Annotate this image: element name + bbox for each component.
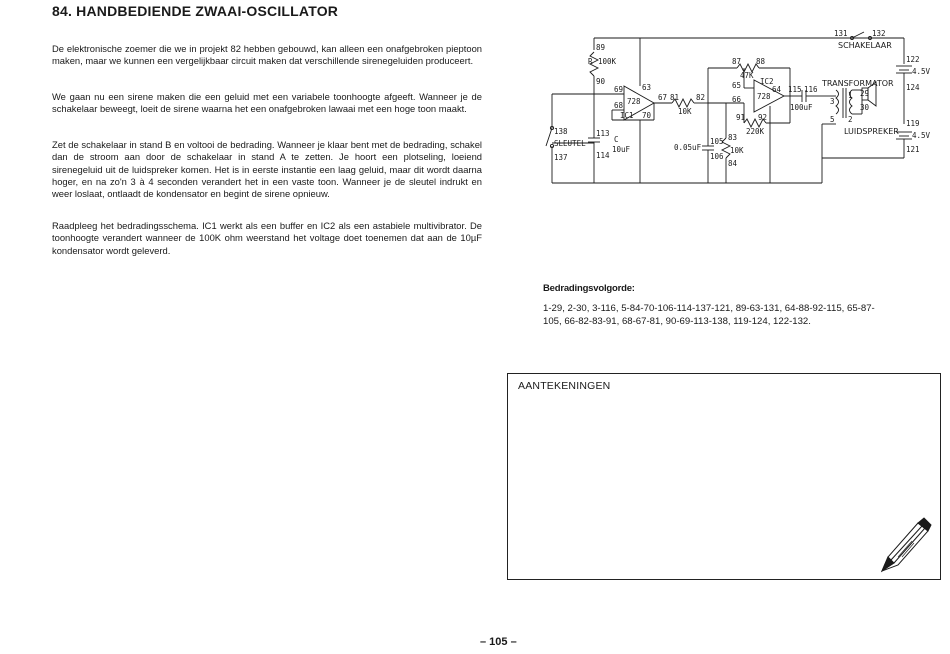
label-ic2: IC2 (760, 77, 774, 86)
label-121: 121 (906, 145, 920, 154)
label-67: 67 (658, 93, 668, 102)
key-switch (546, 128, 552, 146)
label-ic2-chip: 728 (757, 92, 771, 101)
label-115: 115 (788, 85, 802, 94)
label-10k-b: 10K (730, 146, 744, 155)
circuit-schematic (532, 28, 932, 188)
label-10k-a: 10K (678, 107, 692, 116)
wiring-order-sequence: 1-29, 2-30, 3-116, 5-84-70-106-114-137-121, 89-63-131, 64-88-92-115, 65-87-105, 66-82-83-91, 68-67-81, 90-69-113-138, 119-124, 122-132. (543, 303, 875, 327)
label-63: 63 (642, 83, 652, 92)
label-t2: 2 (848, 115, 853, 124)
transformer-primary-coil (836, 90, 839, 114)
label-220k: 220K (746, 127, 765, 136)
label-65: 65 (732, 81, 742, 90)
label-t5: 5 (830, 115, 835, 124)
label-116: 116 (804, 85, 818, 94)
label-83: 83 (728, 133, 738, 142)
label-82: 82 (696, 93, 706, 102)
label-88: 88 (756, 57, 766, 66)
label-92: 92 (758, 113, 768, 122)
label-t30: 30 (860, 103, 870, 112)
label-69: 69 (614, 85, 624, 94)
label-t1: 1 (848, 91, 853, 100)
label-100uf: 100uF (790, 103, 813, 112)
label-4-5v-a: 4.5V (912, 67, 931, 76)
label-113: 113 (596, 129, 610, 138)
label-91: 91 (736, 113, 746, 122)
label-132: 132 (872, 29, 886, 38)
label-122: 122 (906, 55, 920, 64)
label-114: 114 (596, 151, 610, 160)
label-89: 89 (596, 43, 606, 52)
notes-label: AANTEKENINGEN (518, 380, 611, 392)
intro-paragraph: De elektronische zoemer die we in projekt 82 hebben gebouwd, kan alleen een onafgebroken pieptoon maken, maar we kunnen een vergelijkbaar circuit maken dat verschillende sirenegeluiden produceert. (52, 43, 482, 67)
label-ic1-chip: 728 (627, 97, 641, 106)
label-schakelaar: SCHAKELAAR (838, 41, 892, 50)
label-105: 105 (710, 137, 724, 146)
label-t29: 29 (860, 89, 870, 98)
label-119: 119 (906, 119, 920, 128)
label-c: C (614, 135, 619, 144)
label-84: 84 (728, 159, 738, 168)
label-sleutel: SLEUTEL (554, 139, 586, 148)
label-66: 66 (732, 95, 742, 104)
label-r: R (588, 57, 593, 66)
label-131: 131 (834, 29, 848, 38)
instructions-paragraph: Zet de schakelaar in stand B en voltooi de bedrading. Wanneer je klaar bent met de bedrading, schakel dan de stroom aan door de schakelaar in stand A te zetten. Je hoort een plotseling, loeiend sirenegeluid uit de luidspreker komen. Het is in eerste instantie een laag geluid, maar dit wordt daarna hoger, en na zo'n 3 à 4 seconden verandert het in een vaste toon. Wanneer je de sleutel indrukt en weer loslaat, ontlaadt de kondensator en begint de sirene opnieuw. (52, 139, 482, 200)
schematic-explanation-paragraph: Raadpleeg het bedradingsschema. IC1 werkt als een buffer en IC2 als een astabiele multivibrator. De toonhoogte verandert wanneer de 100K ohm weerstand het voltage doet toenemen dat aan de 10µF kondensator wordt geleverd. (52, 220, 482, 256)
label-ic1: IC1 (620, 111, 634, 120)
label-70: 70 (642, 111, 652, 120)
label-64: 64 (772, 85, 782, 94)
label-005uf: 0.05uF (674, 143, 702, 152)
label-81: 81 (670, 93, 680, 102)
switch-lever (852, 32, 864, 38)
label-68: 68 (614, 101, 624, 110)
label-87: 87 (732, 57, 742, 66)
pencil-icon (878, 517, 932, 575)
siren-paragraph: We gaan nu een sirene maken die een geluid met een variabele toonhoogte afgeeft. Wanneer je de schakelaar beweegt, loeit de sirene waarna het een onafgebroken lawaai met een hoge toon maakt. (52, 91, 482, 115)
notes-box[interactable] (507, 373, 941, 580)
label-124: 124 (906, 83, 920, 92)
label-137: 137 (554, 153, 568, 162)
wiring-order-title: Bedradingsvolgorde: (543, 283, 635, 294)
label-100k: 100K (598, 57, 617, 66)
label-transformator: TRANSFORMATOR (822, 79, 894, 88)
label-47k: 47K (740, 71, 754, 80)
label-106: 106 (710, 152, 724, 161)
page-title: 84. HANDBEDIENDE ZWAAI-OSCILLATOR (52, 3, 339, 19)
label-10uf: 10uF (612, 145, 631, 154)
label-4-5v-b: 4.5V (912, 131, 931, 140)
page-number: – 105 – (480, 636, 517, 648)
label-luidspreker: LUIDSPREKER (844, 127, 899, 136)
label-t3: 3 (830, 97, 835, 106)
label-90: 90 (596, 77, 606, 86)
label-138: 138 (554, 127, 568, 136)
